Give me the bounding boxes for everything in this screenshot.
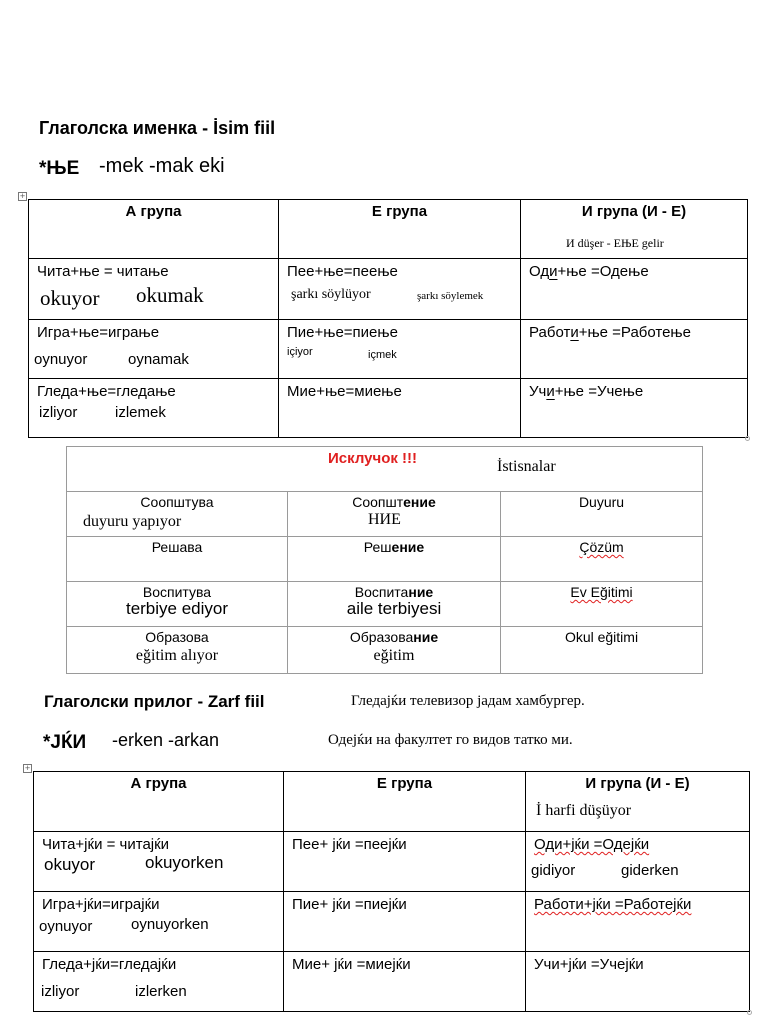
- header-i-note: İ harfi düşüyor: [536, 802, 632, 819]
- table-row: Образование eğitim: [288, 627, 501, 674]
- verbal-noun-table: [28, 199, 748, 438]
- table-row: Пее+ње=пеење şarkı söylüyor şarkı söylemek: [279, 259, 521, 320]
- exceptions-title-note: İstisnalar: [497, 458, 556, 475]
- header-e-group: Е група: [279, 200, 521, 259]
- section1-suffix-note: -mek -mak eki: [99, 155, 225, 177]
- table-row: Чита+јќи = читајќи okuyor okuyorken: [34, 832, 284, 892]
- table-row: Пие+ње=пиење içiyor içmek: [279, 320, 521, 379]
- section2-example1: Гледајќи телевизор јадам хамбургер.: [351, 693, 585, 709]
- table-row: Гледа+јќи=гледајќи izliyor izlerken: [34, 952, 284, 1012]
- table-row: Пее+ јќи =пеејќи: [284, 832, 526, 892]
- table-row: Работи+јќи =Работејќи: [526, 892, 750, 952]
- table-resize-handle[interactable]: [745, 436, 750, 441]
- table-row: Образова eğitim alıyor: [67, 627, 288, 674]
- header-i-group: И група (И - Е) И düşer - ЕЊЕ gelir: [521, 200, 748, 259]
- adverbial-participle-table: [33, 771, 750, 1012]
- header-i-group: И група (И - Е) İ harfi düşüyor: [526, 772, 750, 832]
- table-row: Мие+ јќи =миејќи: [284, 952, 526, 1012]
- table-row: Мие+ње=миење: [279, 379, 521, 438]
- table-move-handle-icon[interactable]: +: [24, 764, 31, 772]
- table-row: Оди+ње =Одење: [521, 259, 748, 320]
- header-a-group: А група: [29, 200, 279, 259]
- table-row: Пие+ јќи =пиејќи: [284, 892, 526, 952]
- table-row: Ev Eğitimi: [501, 582, 703, 627]
- exceptions-title: Исклучок !!!: [328, 450, 418, 467]
- table-row: Duyuru: [501, 492, 703, 537]
- section2-title: Глаголски прилог - Zarf fiil: [44, 692, 265, 711]
- table-row: Работи+ње =Работење: [521, 320, 748, 379]
- header-a-group: А група: [34, 772, 284, 832]
- section2-example2: Одејќи на факултет го видов татко ми.: [328, 732, 573, 748]
- table-row: Учи+јќи =Учејќи: [526, 952, 750, 1012]
- table-row: Гледа+ње=гледање izliyor izlemek: [29, 379, 279, 438]
- table-row: Соопштение НИЕ: [288, 492, 501, 537]
- table-row: Воспитува terbiye ediyor: [67, 582, 288, 627]
- table-row: Учи+ње =Учење: [521, 379, 748, 438]
- exceptions-title-cell: [67, 447, 703, 492]
- section1-title: Глаголска именка - İsim fiil: [39, 118, 276, 138]
- table-move-handle-icon[interactable]: +: [19, 192, 26, 200]
- table-row: Okul eğitimi: [501, 627, 703, 674]
- exceptions-table: [66, 446, 703, 674]
- table-row: Чита+ње = читање okuyor okumak: [29, 259, 279, 320]
- table-row: Игра+ње=играње oynuyor oynamak: [29, 320, 279, 379]
- table-row: Соопштува duyuru yapıyor: [67, 492, 288, 537]
- section2-suffix: *ЈЌИ: [43, 732, 87, 753]
- table-row: Решава: [67, 537, 288, 582]
- table-row: Решение: [288, 537, 501, 582]
- header-e-group: Е група: [284, 772, 526, 832]
- table-row: Çözüm: [501, 537, 703, 582]
- table-row: Воспитание aile terbiyesi: [288, 582, 501, 627]
- section1-suffix: *ЊЕ: [39, 158, 80, 179]
- table-resize-handle[interactable]: [747, 1010, 752, 1015]
- section2-suffix-note: -erken -arkan: [112, 730, 220, 750]
- table-row: Оди+јќи =Одејќи gidiyor giderken: [526, 832, 750, 892]
- header-i-note: И düşer - ЕЊЕ gelir: [566, 236, 664, 250]
- table-row: Игра+јќи=играјќи oynuyor oynuyorken: [34, 892, 284, 952]
